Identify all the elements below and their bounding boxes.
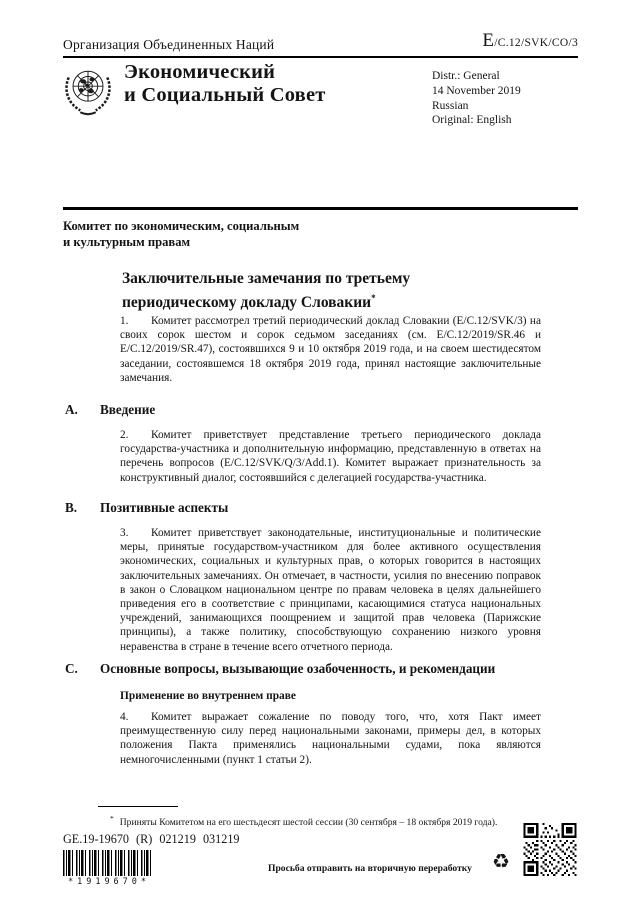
section-letter: C. (65, 661, 78, 676)
footnote-text: Приняты Комитетом на его шестьдесят шестой сессии (30 сентября – 18 октября 2019 года). (119, 817, 498, 829)
paragraph-2 (120, 428, 541, 485)
qr-code (523, 823, 577, 876)
recycle-icon: ♻ (492, 849, 510, 873)
title-footnote-marker: * (371, 292, 376, 303)
section-b-heading (65, 500, 228, 516)
section-c-heading (65, 661, 495, 677)
paragraph-1 (120, 314, 541, 385)
distr-block (432, 69, 521, 128)
footnote-rule (98, 806, 178, 807)
paragraph-4 (120, 710, 541, 767)
committee-line1: Комитет по экономическим, социальным (63, 219, 300, 233)
section-title: Позитивные аспекты (100, 500, 229, 515)
section-c-subheading: Применение во внутреннем праве (120, 690, 296, 702)
document-title-text: Заключительные замечания по третьему периодическому докладу Словакии (122, 270, 411, 311)
doc-symbol (482, 30, 578, 52)
distr-line: Distr.: General (432, 70, 500, 82)
paragraph-3 (120, 526, 541, 654)
paragraph-number: 3. (120, 527, 129, 539)
barcode-label: *1919670* (67, 877, 151, 887)
section-title: Основные вопросы, вызывающие озабоченность, и рекомендации (100, 661, 496, 676)
council-title (124, 61, 326, 107)
footnote-marker: * (110, 814, 114, 823)
distr-line: 14 November 2019 (432, 84, 521, 97)
paragraph-text: Комитет приветствует представление третьего периодического доклада государства-участника и дополнительную информацию, представленную в ответах на перечень вопросов (E/C.12/SVK/Q/3/Add.1). Комитет выражает признательность за конструктивный диалог, состоявшийся с делегацией государства-участника. (120, 429, 541, 484)
committee-name (63, 218, 299, 250)
paragraph-number: 4. (120, 711, 129, 723)
distr-line: Russian (432, 99, 469, 112)
paragraph-text: Комитет рассмотрел третий периодический доклад Словакии (E/C.12/SVK/3) на своих сорок шестом и сорок седьмом заседаниях (см. E/C.12/2019/SR.46 и E/C.12/2019/SR.47), состоявшихся 9 и 10 октября 2019 года, и на своем шестидесятом заседании, состоявшемся 18 октября 2019 года, принял настоящие заключительные замечания. (120, 315, 541, 384)
doc-symbol-rest: /C.12/SVK/CO/3 (494, 37, 578, 49)
ge-number: GE.19-19670 (R) 021219 031219 (63, 832, 240, 846)
masthead-rule (63, 207, 578, 210)
document-title (122, 269, 457, 312)
section-title: Введение (100, 402, 156, 417)
council-title-line1: Экономический (124, 61, 276, 83)
footnote (110, 813, 570, 829)
un-emblem-icon (59, 63, 117, 121)
council-title-line2: и Социальный Совет (124, 84, 326, 106)
barcode (63, 850, 151, 876)
section-letter: A. (65, 402, 78, 417)
committee-line2: и культурным правам (63, 235, 191, 249)
recycle-notice: Просьба отправить на вторичную переработку (268, 863, 472, 874)
section-letter: B. (65, 500, 78, 515)
paragraph-number: 2. (120, 429, 129, 441)
distr-line: Original: English (432, 114, 512, 127)
paragraph-text: Комитет приветствует законодательные, институциональные и политические меры, принятые государством-участником для более активного осуществления экономических, социальных и культурных прав, о которых говорится в настоящих заключительных замечаниях. Он отмечает, в частности, усилия по внесению поправок в закон о Словацком национальном центре по правам человека в целях дальнейшего приведения его в соответствие с принципами, касающимися статуса национальных учреждений, занимающихся поощрением и защитой прав человека (Парижские принципы), а также политику, способствующую сохранению низкого уровня неравенства в стране в течение всего отчетного периода. (120, 527, 541, 653)
header-rule (63, 56, 578, 58)
paragraph-number: 1. (120, 315, 129, 327)
doc-symbol-initial: E (482, 30, 495, 51)
section-a-heading (65, 402, 155, 418)
org-name: Организация Объединенных Наций (63, 37, 275, 52)
paragraph-text: Комитет выражает сожаление по поводу того, что, хотя Пакт имеет преимущественную силу перед национальными законами, примеры дел, в которых положения Пакта применялись национальными судами, пока являются немногочисленными (пункт 1 статьи 2). (120, 711, 541, 766)
